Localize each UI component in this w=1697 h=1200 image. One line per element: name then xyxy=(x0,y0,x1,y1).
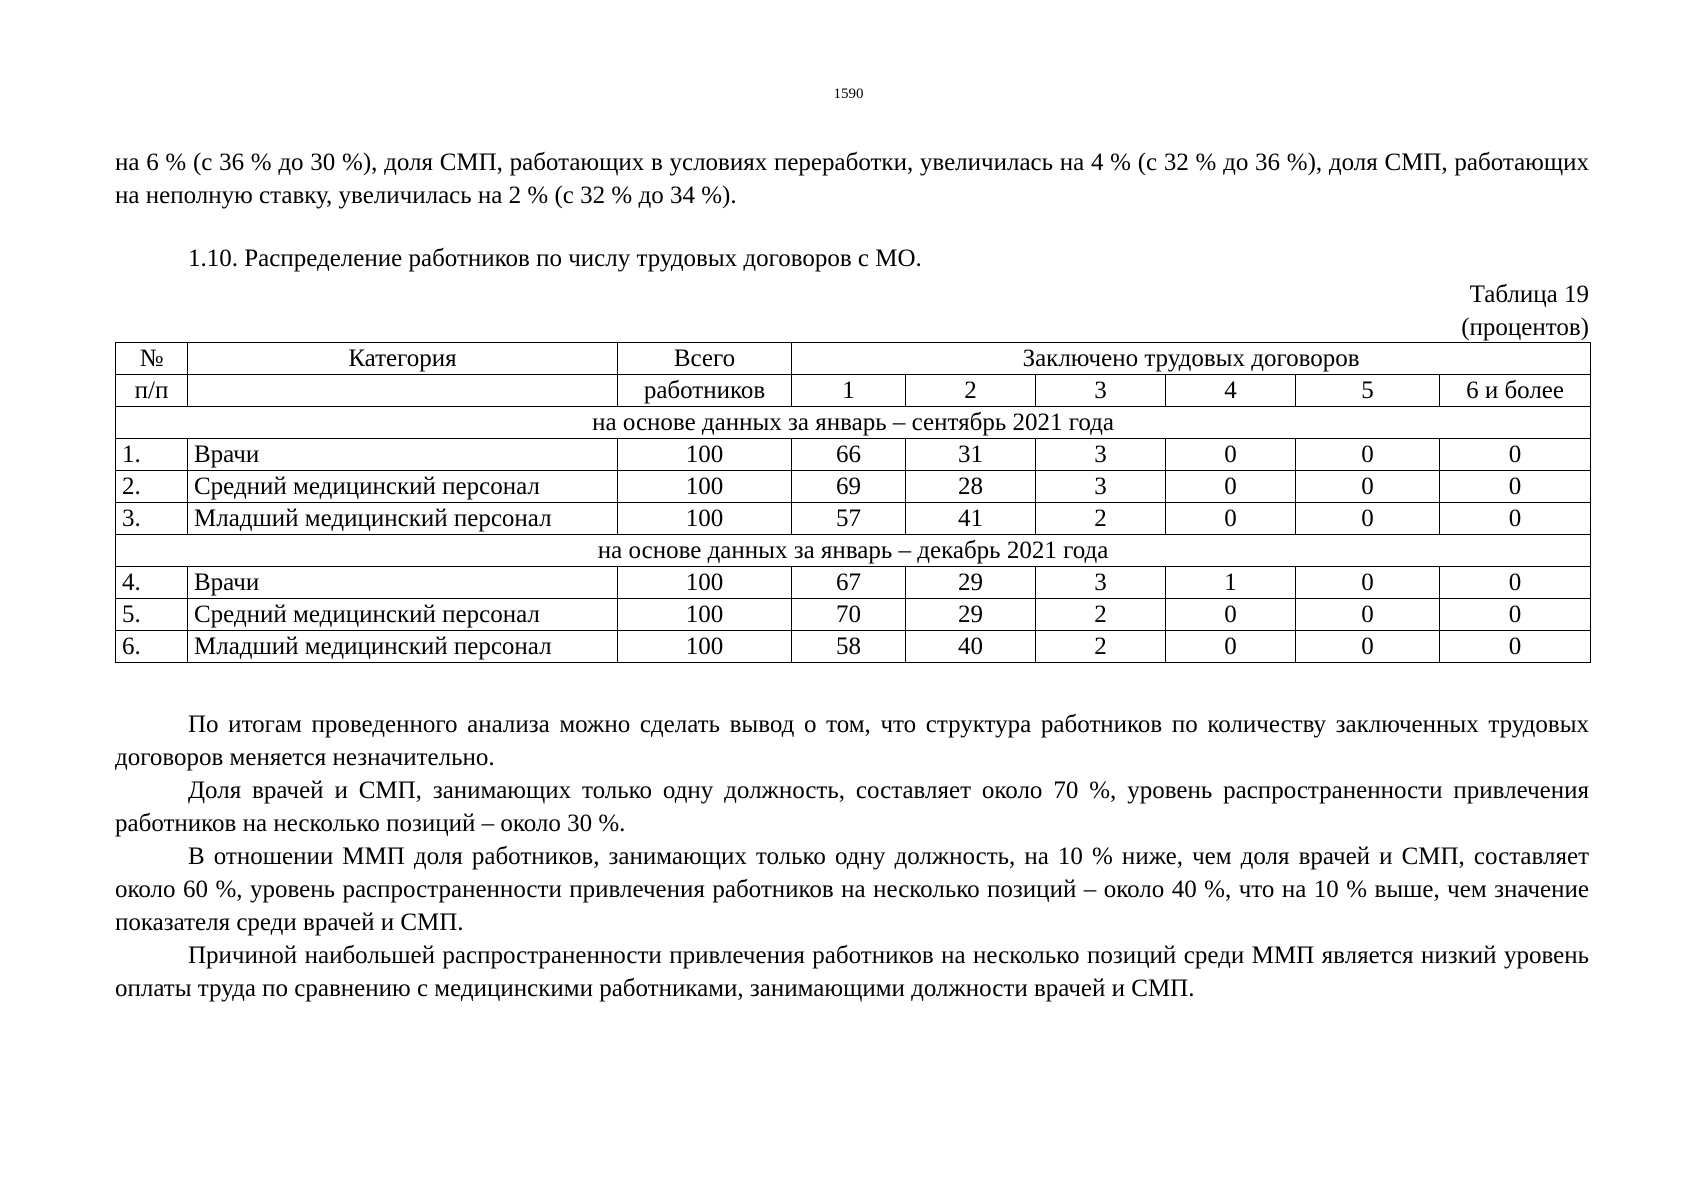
row-value: 69 xyxy=(792,471,906,503)
row-number: 5. xyxy=(116,599,188,631)
row-value: 0 xyxy=(1296,503,1440,535)
section-title-cell: на основе данных за январь – декабрь 2021 года xyxy=(116,535,1591,567)
row-value: 0 xyxy=(1440,439,1591,471)
row-value: 2 xyxy=(1036,599,1166,631)
row-category: Средний медицинский персонал xyxy=(188,471,618,503)
header-col-3: 3 xyxy=(1036,375,1166,407)
intro-text: на 6 % (с 36 % до 30 %), доля СМП, работающих в условиях переработки, увеличилась на 4 % (с 32 % до 36 %), доля СМП, работающих на неполную ставку, увеличилась на 2 % (с 32 % до 34 %). xyxy=(115,149,1589,209)
row-value: 31 xyxy=(906,439,1036,471)
row-value: 70 xyxy=(792,599,906,631)
header-col-2: 2 xyxy=(906,375,1036,407)
row-value: 100 xyxy=(618,503,792,535)
row-value: 100 xyxy=(618,567,792,599)
table-row xyxy=(116,631,1591,663)
header-col-5: 5 xyxy=(1296,375,1440,407)
row-value: 0 xyxy=(1296,471,1440,503)
row-value: 0 xyxy=(1296,439,1440,471)
row-value: 0 xyxy=(1166,631,1296,663)
table-units: (процентов) xyxy=(1461,314,1589,341)
row-value: 28 xyxy=(906,471,1036,503)
header-num-line2: п/п xyxy=(116,375,188,407)
table-header-row-1 xyxy=(116,343,1591,375)
row-category: Средний медицинский персонал xyxy=(188,599,618,631)
row-value: 58 xyxy=(792,631,906,663)
contracts-table xyxy=(115,342,1591,663)
header-contracts: Заключено трудовых договоров xyxy=(792,343,1591,375)
row-value: 29 xyxy=(906,567,1036,599)
row-category: Врачи xyxy=(188,567,618,599)
row-value: 0 xyxy=(1440,503,1591,535)
row-value: 0 xyxy=(1440,631,1591,663)
row-value: 0 xyxy=(1166,599,1296,631)
row-value: 66 xyxy=(792,439,906,471)
row-number: 4. xyxy=(116,567,188,599)
row-value: 3 xyxy=(1036,567,1166,599)
table-row xyxy=(116,503,1591,535)
row-value: 3 xyxy=(1036,439,1166,471)
table-row xyxy=(116,599,1591,631)
intro-paragraph xyxy=(115,146,1589,212)
row-value: 67 xyxy=(792,567,906,599)
row-value: 100 xyxy=(618,439,792,471)
row-value: 29 xyxy=(906,599,1036,631)
table-number: Таблица 19 xyxy=(1469,281,1589,308)
section-title-cell: на основе данных за январь – сентябрь 2021 года xyxy=(116,407,1591,439)
conclusions xyxy=(115,708,1589,1005)
row-value: 0 xyxy=(1166,471,1296,503)
row-value: 100 xyxy=(618,631,792,663)
row-value: 100 xyxy=(618,599,792,631)
header-total: Всего xyxy=(618,343,792,375)
row-number: 6. xyxy=(116,631,188,663)
row-value: 0 xyxy=(1166,439,1296,471)
row-value: 0 xyxy=(1296,599,1440,631)
section-title: 1.10. Распределение работников по числу трудовых договоров с МО. xyxy=(188,245,922,272)
row-value: 1 xyxy=(1166,567,1296,599)
row-value: 0 xyxy=(1166,503,1296,535)
table-header-row-2 xyxy=(116,375,1591,407)
row-number: 3. xyxy=(116,503,188,535)
row-value: 100 xyxy=(618,471,792,503)
conclusion-paragraph: По итогам проведенного анализа можно сделать вывод о том, что структура работников по количеству заключенных трудовых договоров меняется незначительно. xyxy=(115,711,1589,771)
row-value: 40 xyxy=(906,631,1036,663)
row-value: 3 xyxy=(1036,471,1166,503)
row-value: 0 xyxy=(1440,471,1591,503)
header-col-6: 6 и более xyxy=(1440,375,1591,407)
row-value: 41 xyxy=(906,503,1036,535)
header-num: № xyxy=(116,343,188,375)
row-category: Врачи xyxy=(188,439,618,471)
header-total-line2: работников xyxy=(618,375,792,407)
row-value: 0 xyxy=(1440,567,1591,599)
conclusion-paragraph: Доля врачей и СМП, занимающих только одну должность, составляет около 70 %, уровень распространенности привлечения работников на несколько позиций – около 30 %. xyxy=(115,777,1589,837)
table-row xyxy=(116,567,1591,599)
conclusion-paragraph: Причиной наибольшей распространенности привлечения работников на несколько позиций среди ММП является низкий уровень оплаты труда по сравнению с медицинскими работниками, занимающими должности врачей и СМП. xyxy=(115,942,1589,1002)
header-category: Категория xyxy=(188,343,618,375)
row-value: 0 xyxy=(1440,599,1591,631)
header-col-1: 1 xyxy=(792,375,906,407)
row-category: Младший медицинский персонал xyxy=(188,503,618,535)
header-col-4: 4 xyxy=(1166,375,1296,407)
table-caption xyxy=(1461,278,1589,344)
table-row xyxy=(116,439,1591,471)
row-value: 0 xyxy=(1296,567,1440,599)
table-section-header xyxy=(116,407,1591,439)
page-number: 1590 xyxy=(833,86,864,102)
table-section-header xyxy=(116,535,1591,567)
table-row xyxy=(116,471,1591,503)
row-value: 2 xyxy=(1036,503,1166,535)
row-category: Младший медицинский персонал xyxy=(188,631,618,663)
table-body xyxy=(116,407,1591,663)
row-value: 0 xyxy=(1296,631,1440,663)
row-number: 2. xyxy=(116,471,188,503)
row-value: 57 xyxy=(792,503,906,535)
conclusion-paragraph: В отношении ММП доля работников, занимающих только одну должность, на 10 % ниже, чем доля врачей и СМП, составляет около 60 %, уровень распространенности привлечения работников на несколько позиций – около 40 %, что на 10 % выше, чем значение показателя среди врачей и СМП. xyxy=(115,843,1589,936)
row-value: 2 xyxy=(1036,631,1166,663)
header-category-empty xyxy=(188,375,618,407)
row-number: 1. xyxy=(116,439,188,471)
